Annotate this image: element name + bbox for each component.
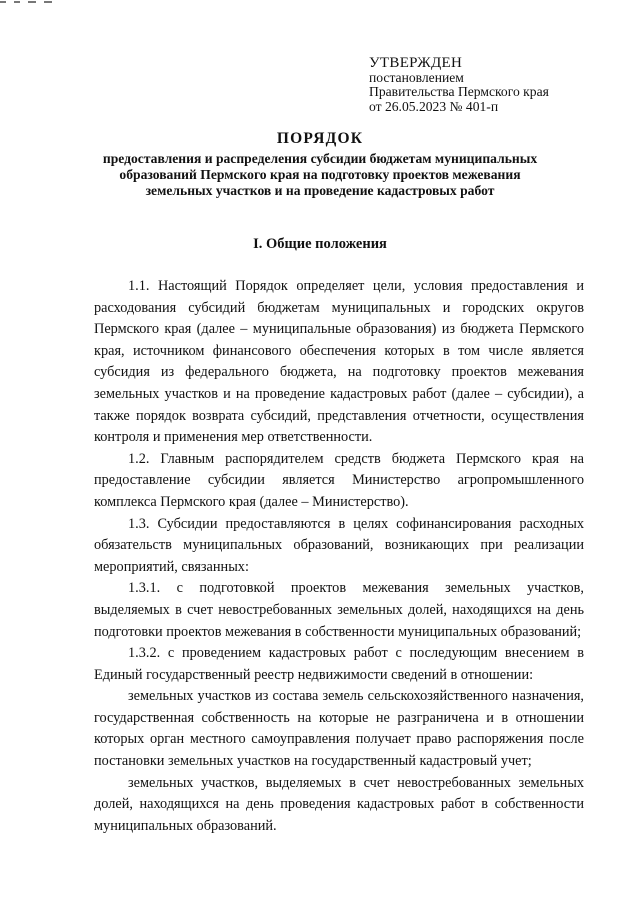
section-heading: I. Общие положения xyxy=(253,236,387,252)
approval-line: постановлением xyxy=(369,69,464,85)
paragraph: 1.3. Субсидии предоставляются в целях софинансирования расходных обязательств муниципальных образований, возникающих при реализации мероприятий, связанных: xyxy=(94,515,584,575)
paragraph: 1.3.2. с проведением кадастровых работ с последующим внесением в Единый государственный реестр недвижимости сведений в отношении: xyxy=(94,645,584,683)
subtitle-line: предоставления и распределения субсидии бюджетам муниципальных xyxy=(102,151,538,166)
document-title: ПОРЯДОК xyxy=(276,130,364,147)
paragraph: 1.1. Настоящий Порядок определяет цели, условия предоставления и расходования субсидий бюджетам муниципальных и городских округов Пермского края (далее – муниципальные образования) из бюджета Пермского края, источником финансового обеспечения которых в том числе является субсидия из федерального бюджета, на подготовку проектов межевания земельных участков и на проведение кадастровых работ (далее – субсидии), а также порядок возврата субсидий, представления отчетности, осуществления контроля и применения мер ответственности. xyxy=(94,278,584,446)
document-subtitle xyxy=(0,151,640,199)
approval-block xyxy=(369,56,549,114)
scan-edge-marks xyxy=(0,0,640,6)
paragraph: 1.3.1. с подготовкой проектов межевания земельных участков, выделяемых в счет невостребованных земельных долей, находящихся на день подготовки проектов межевания в собственности муниципальных образований; xyxy=(94,580,584,640)
approval-date: от 26.05.2023 № 401-п xyxy=(369,98,499,114)
paragraph: земельных участков, выделяемых в счет невостребованных земельных долей, находящихся на день проведения кадастровых работ в собственности муниципальных образований. xyxy=(94,774,584,834)
paragraph: 1.2. Главным распорядителем средств бюджета Пермского края на предоставление субсидии является Министерство агропромышленного комплекса Пермского края (далее – Министерство). xyxy=(94,450,584,510)
approval-line: Правительства Пермского края xyxy=(369,84,549,99)
subtitle-line: земельных участков и на проведение кадастровых работ xyxy=(145,183,495,198)
document-body xyxy=(94,276,584,837)
subtitle-line: образований Пермского края на подготовку проектов межевания xyxy=(119,167,521,182)
approval-heading: УТВЕРЖДЕН xyxy=(369,55,463,71)
paragraph: земельных участков из состава земель сельскохозяйственного назначения, государственная собственность на которые не разграничена и в отношении которых орган местного самоуправления получает право распоряжения после постановки земельных участков на государственный кадастровый учет; xyxy=(94,688,584,770)
